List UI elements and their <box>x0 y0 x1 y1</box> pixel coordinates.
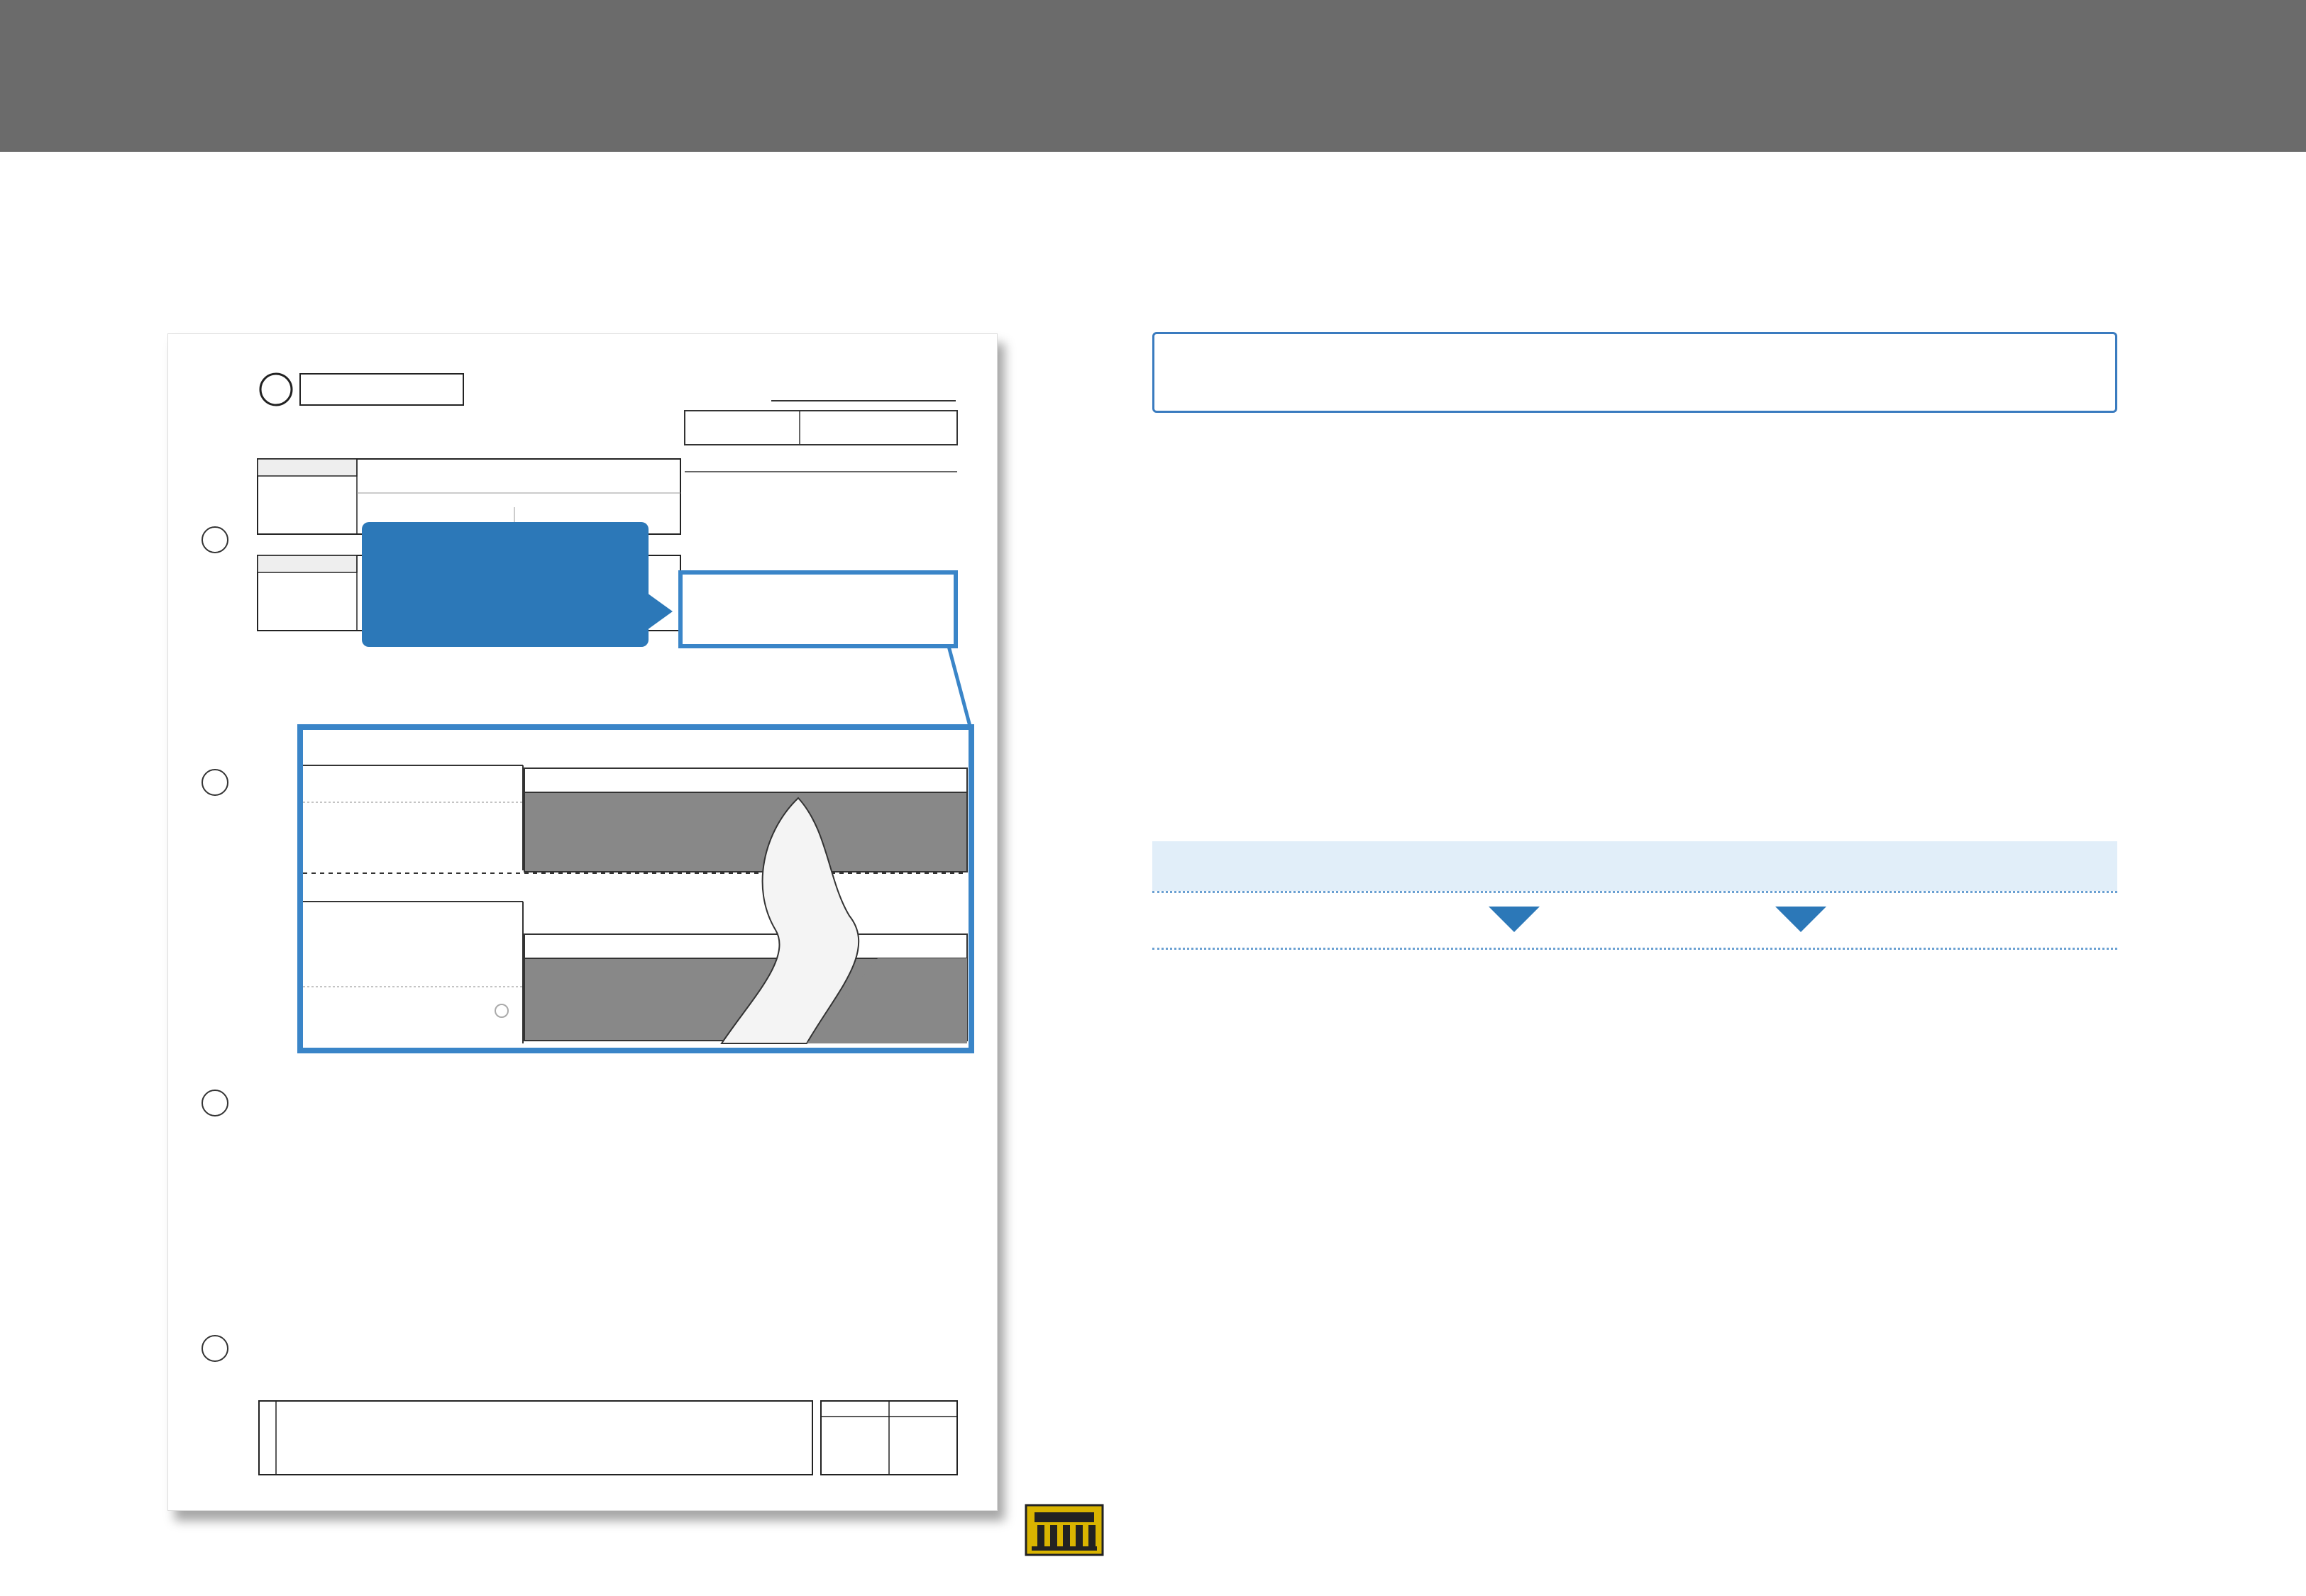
binder-hole <box>202 1336 228 1361</box>
perforation-callout <box>362 522 649 647</box>
header-bar <box>0 0 2306 152</box>
form-sheet-drawing <box>168 334 998 1512</box>
down-arrow-icon <box>1775 907 1826 932</box>
binder-hole <box>202 527 228 553</box>
hikan-mark <box>260 374 292 405</box>
dotted-divider <box>1152 891 2117 893</box>
down-arrow-icon <box>1489 907 1540 932</box>
binder-hole <box>202 1090 228 1116</box>
dotted-divider <box>1152 948 2117 950</box>
perforation-highlight <box>680 572 956 646</box>
highlight-band <box>1152 841 2117 891</box>
company-logo <box>1025 1502 1287 1559</box>
storage-box <box>300 374 463 405</box>
callout-arrow-icon <box>647 593 673 630</box>
zoom-inset <box>300 727 971 1051</box>
form-sheet-image <box>167 333 998 1511</box>
panel-title <box>1152 332 2117 413</box>
binder-hole <box>202 770 228 795</box>
